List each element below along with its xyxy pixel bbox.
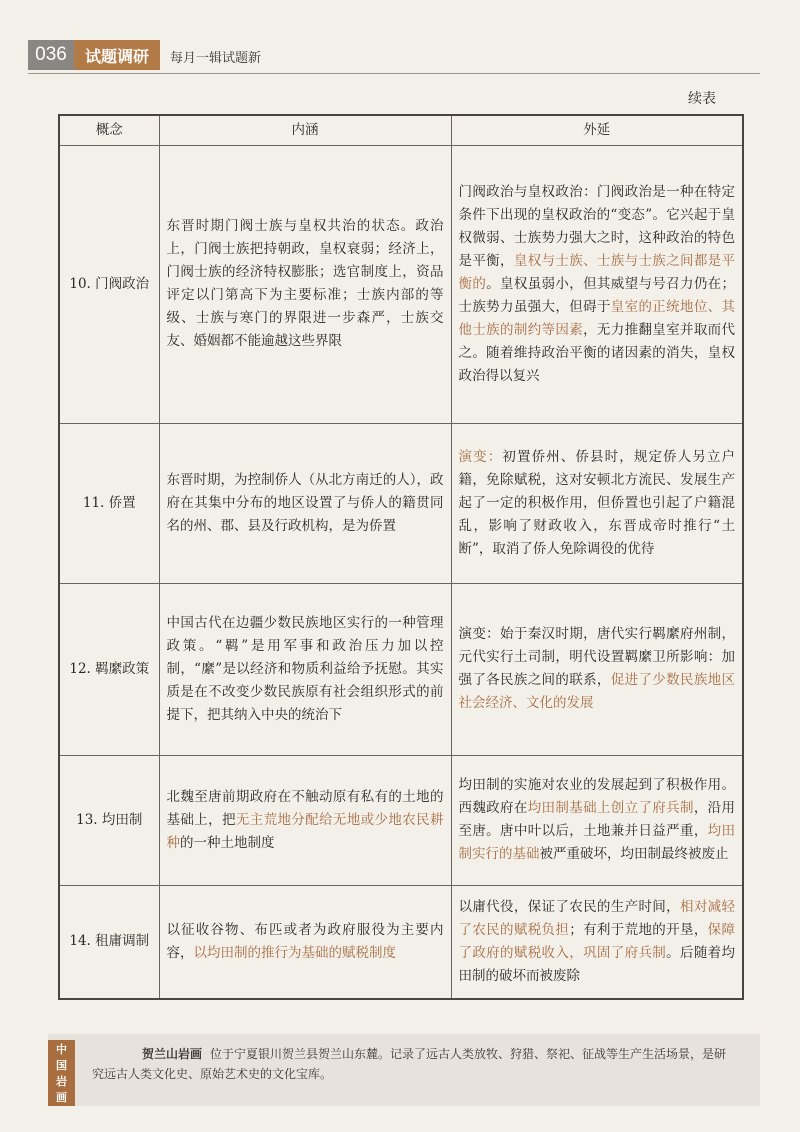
cell-text: 东晋时期门阀士族与皇权共治的状态。政治上，门阀士族把持朝政，皇权衰弱；经济上，门阀士族的经济特权膨胀；选官制度上，资品评定以门第高下为主要标准；士族内部的等级、士族与寒门的界限进一步森严，士族交友、婚姻都不能逾越这些界限 xyxy=(166,218,444,349)
connotation-cell xyxy=(159,885,451,999)
cell-text: ，无力推翻皇室并取而代之。随着维持政治平衡的诸因素的消失，皇权政治得以复兴 xyxy=(458,321,736,384)
table-row xyxy=(59,885,743,999)
concepts-table xyxy=(58,114,744,1000)
cell-text: 演变：始于秦汉时期，唐代实行羁縻府州制，元代实行土司制，明代设置羁縻卫所影响：加强了各民族之间的联系， xyxy=(458,626,735,688)
highlighted-text: 均田制实行的基础 xyxy=(458,823,736,862)
cell-text: 。皇权虽弱小，但其威望与号召力仍在；士族势力虽强大，但碍于 xyxy=(458,275,736,315)
page-number: 036 xyxy=(28,40,74,70)
connotation-cell xyxy=(159,755,451,885)
concept-name: 14. 租庸调制 xyxy=(59,885,159,999)
cell-text: 初置侨州、侨县时，规定侨人另立户籍，免除赋税，这对安顿北方流民、发展生产起了一定的积极作用，但侨置也引起了户籍混乱，影响了财政收入，东晋成帝时推行“土断”，取消了侨人免除调役的优待 xyxy=(458,448,736,557)
continued-label: 续表 xyxy=(688,91,716,107)
concept-name: 11. 侨置 xyxy=(59,423,159,583)
concept-name: 12. 羁縻政策 xyxy=(59,583,159,755)
cell-text: 中国古代在边疆少数民族地区实行的一种管理政策。“羁”是用军事和政治压力加以控制，“縻”是以经济和物质利益给予抚慰。其实质是在不改变少数民族原有社会组织形式的前提下，把其纳入中央的统治下 xyxy=(166,614,444,723)
column-header-concept: 概念 xyxy=(59,115,159,145)
extension-cell xyxy=(451,755,743,885)
cell-text: 北魏至唐前期政府在不触动原有私有的土地的基础上，把 xyxy=(166,788,444,828)
cell-text: 均田制的实施对农业的发展起到了积极作用。西魏政府在 xyxy=(458,777,735,816)
header-divider xyxy=(28,73,760,74)
cell-text: 以庸代役，保证了农民的生产时间， xyxy=(458,898,680,915)
connotation-cell xyxy=(159,583,451,755)
cell-text: ；有利于荒地的开垦， xyxy=(569,921,708,938)
footer-category-label: 中国岩画 xyxy=(56,1043,67,1104)
column-header-connotation: 内涵 xyxy=(159,115,451,145)
highlighted-text: 无主荒地分配给无地或少地农民耕种 xyxy=(166,811,444,851)
concept-name: 13. 均田制 xyxy=(59,755,159,885)
footer-note xyxy=(92,1044,738,1084)
connotation-cell xyxy=(159,423,451,583)
cell-text: 的一种土地制度 xyxy=(180,834,275,851)
table-row xyxy=(59,583,743,755)
highlighted-text: 相对减轻了农民的赋税负担 xyxy=(458,898,736,938)
column-header-extension: 外延 xyxy=(451,115,743,145)
extension-cell xyxy=(451,423,743,583)
table-row xyxy=(59,145,743,423)
cell-text: 以征收谷物、布匹或者为政府服役为主要内容， xyxy=(166,921,444,961)
table-row xyxy=(59,423,743,583)
footer-body: 位于宁夏银川贺兰县贺兰山东麓。记录了远古人类放牧、狩猎、祭祀、征战等生产生活场景，是研究远古人类文化史、原始艺术史的文化宝库。 xyxy=(92,1047,727,1081)
section-title: 试题调研 xyxy=(74,40,160,70)
concept-name: 10. 门阀政治 xyxy=(59,145,159,423)
footer-title: 贺兰山岩画 xyxy=(142,1047,203,1061)
highlighted-text: 以均田制的推行为基础的赋税制度 xyxy=(193,944,396,961)
footer-category-tab xyxy=(48,1040,75,1106)
table-row xyxy=(59,755,743,885)
highlighted-text: 皇权与士族、士族与士族之间都是平衡的 xyxy=(458,252,736,292)
cell-text: 东晋时期，为控制侨人（从北方南迁的人），政府在其集中分布的地区设置了与侨人的籍贯同名的州、郡、县及行政机构，是为侨置 xyxy=(166,471,444,534)
highlighted-text: 促进了少数民族地区社会经济、文化的发展 xyxy=(458,672,736,711)
extension-cell xyxy=(451,885,743,999)
highlighted-text: 演变： xyxy=(458,448,503,465)
cell-text: 被严重破坏，均田制最终被废止 xyxy=(539,846,729,862)
table-header-row xyxy=(59,115,743,145)
extension-cell xyxy=(451,145,743,423)
cell-text: ，沿用至唐。唐中叶以后，土地兼并日益严重， xyxy=(458,800,736,839)
highlighted-text: 保障了政府的赋税收入，巩固了府兵制 xyxy=(458,921,736,961)
connotation-cell xyxy=(159,145,451,423)
cell-text: 。后随着均田制的破坏而被废除 xyxy=(458,944,736,984)
header-subtitle: 每月一辑试题新 xyxy=(170,51,262,66)
cell-text: 门阀政治与皇权政治：门阀政治是一种在特定条件下出现的皇权政治的“变态”。它兴起于皇权微弱、士族势力强大之时，这种政治的特色是平衡， xyxy=(458,183,735,269)
highlighted-text: 皇室的正统地位、其他士族的制约等因素 xyxy=(458,298,736,338)
extension-cell xyxy=(451,583,743,755)
highlighted-text: 均田制基础上创立了府兵制 xyxy=(527,800,694,816)
